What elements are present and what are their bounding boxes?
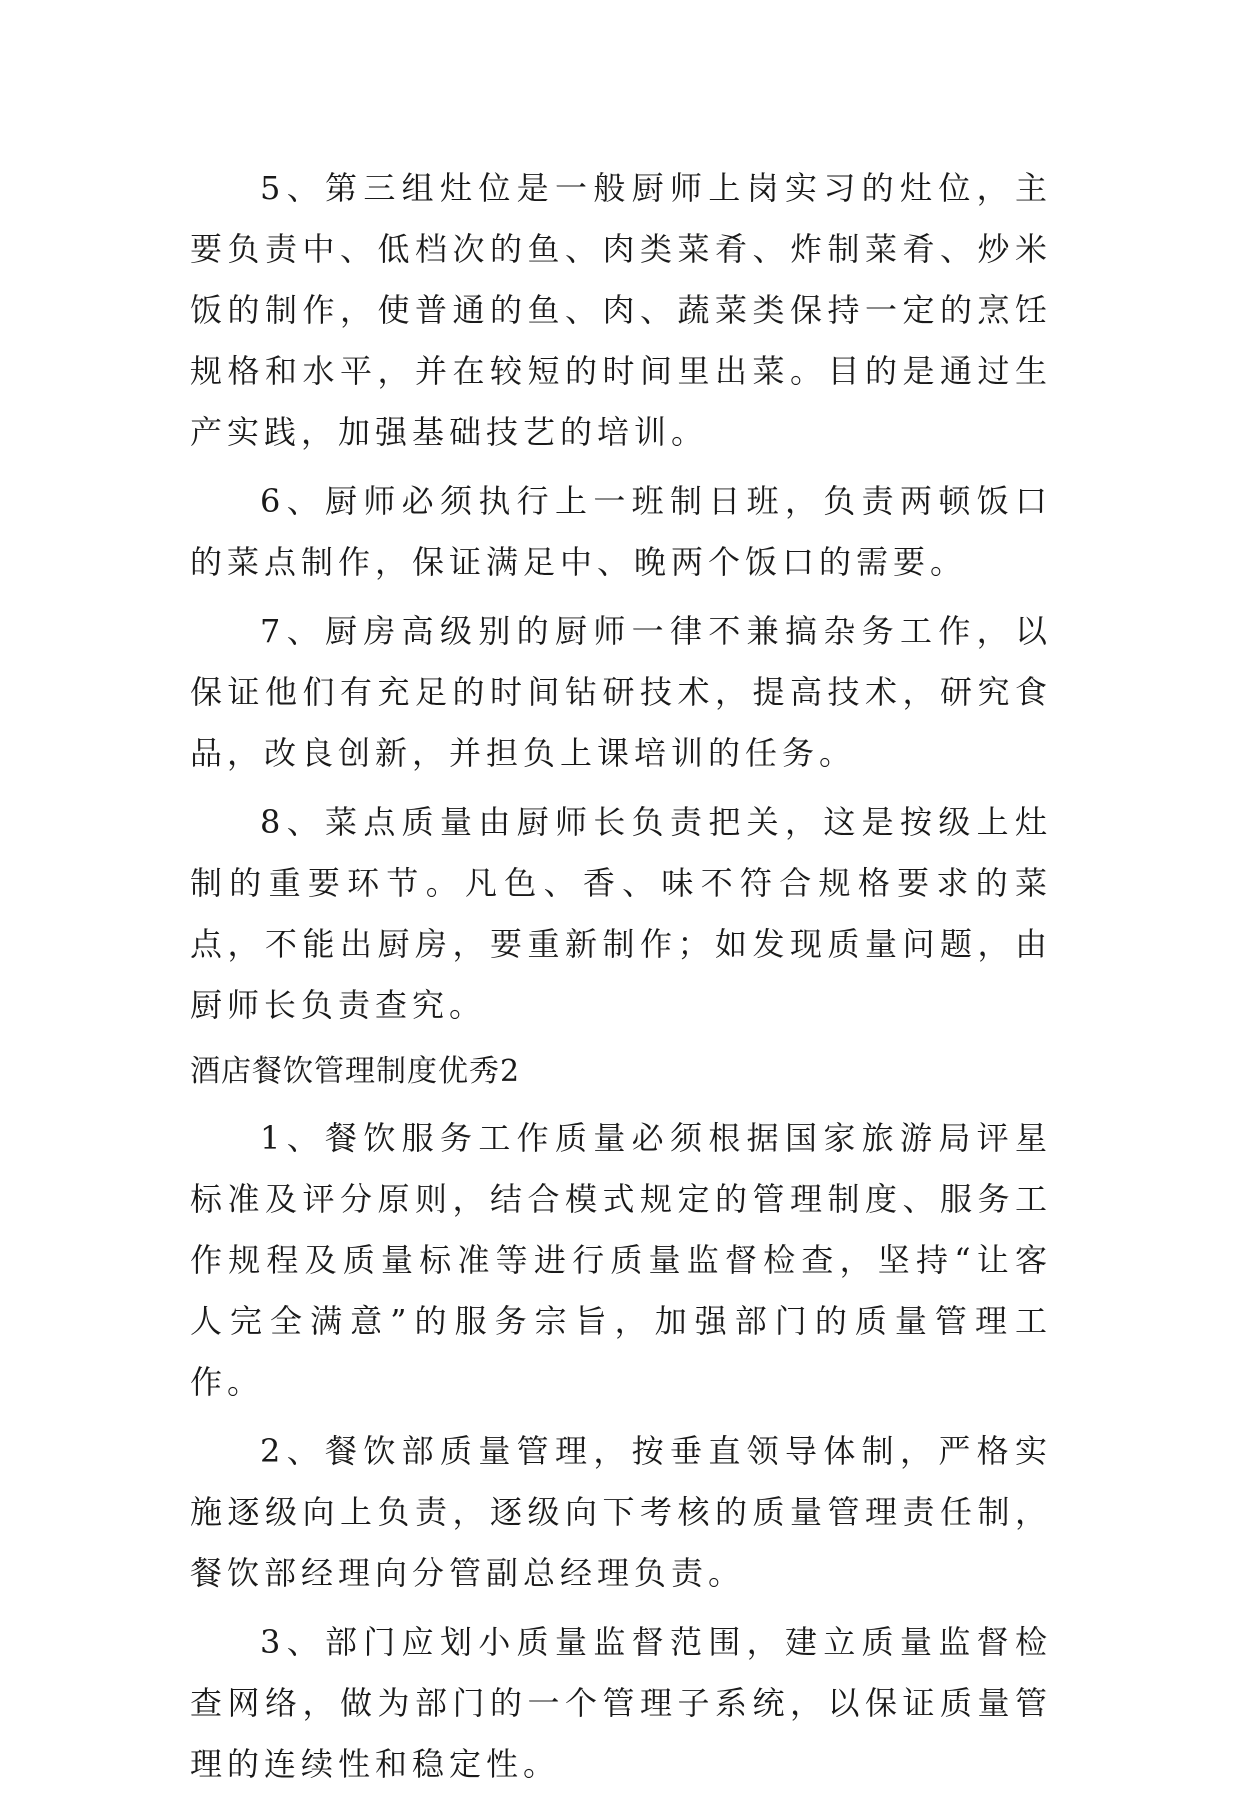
paragraph-item-2: 2、餐饮部质量管理，按垂直领导体制，严格实施逐级向上负责，逐级向下考核的质量管理责任制，餐饮部经理向分管副总经理负责。 [190,1432,1052,1592]
paragraph-item-8: 8、菜点质量由厨师长负责把关，这是按级上灶制的重要环节。凡色、香、味不符合规格要求的菜点，不能出厨房，要重新制作；如发现质量问题，由厨师长负责查究。 [190,803,1052,1024]
paragraph-item-3: 3、部门应划小质量监督范围，建立质量监督检查网络，做为部门的一个管理子系统，以保证质量管理的连续性和稳定性。 [190,1623,1052,1783]
document-page [190,158,1052,1803]
paragraph-item-5: 5、第三组灶位是一般厨师上岗实习的灶位，主要负责中、低档次的鱼、肉类菜肴、炸制菜肴、炒米饭的制作，使普通的鱼、肉、蔬菜类保持一定的烹饪规格和水平，并在较短的时间里出菜。目的是通过生产实践，加强基础技艺的培训。 [190,169,1052,451]
section-heading: 酒店餐饮管理制度优秀2 [190,1054,521,1089]
paragraph-item-1: 1、餐饮服务工作质量必须根据国家旅游局评星标准及评分原则，结合模式规定的管理制度、服务工作规程及质量标准等进行质量监督检查，坚持“让客人完全满意”的服务宗旨，加强部门的质量管理工作。 [190,1119,1052,1401]
paragraph-item-6: 6、厨师必须执行上一班制日班，负责两顿饭口的菜点制作，保证满足中、晚两个饭口的需要。 [190,482,1052,581]
paragraph-item-7: 7、厨房高级别的厨师一律不兼搞杂务工作，以保证他们有充足的时间钻研技术，提高技术，研究食品，改良创新，并担负上课培训的任务。 [190,612,1052,772]
